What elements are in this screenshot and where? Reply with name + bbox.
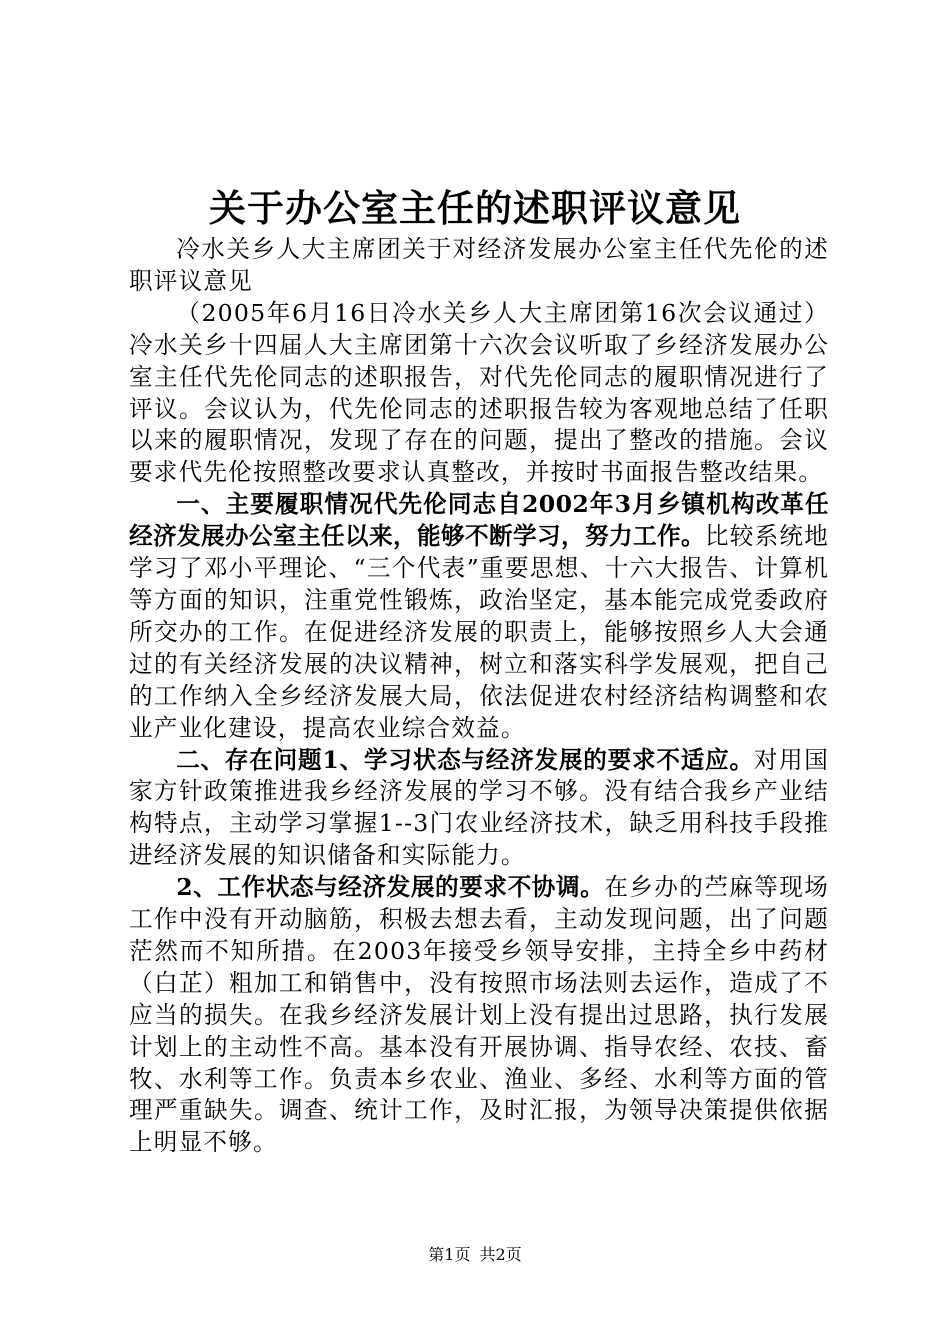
section-heading: 2、工作状态与经济发展的要求不协调。 (176, 873, 605, 902)
paragraph-text: 比较系统地学习了邓小平理论、“三个代表”重要思想、十六大报告、计算机等方面的知识，注重党性锻炼，政治坚定，基本能完成党委政府所交办的工作。在促进经济发展的职责上，能够按照乡人大会通过的有关经济发展的决议精神，树立和落实科学发展观，把自己的工作纳入全乡经济发展大局，依法促进农村经济结构调整和农业产业化建设，提高农业综合效益。 (129, 522, 829, 742)
paragraph-section-two (129, 745, 829, 873)
page-number: 第1页 (428, 1245, 471, 1264)
section-heading: 二、存在问题1、学习状态与经济发展的要求不适应。 (176, 745, 754, 774)
paragraph-section-two-item-two (129, 872, 829, 1159)
paragraph-text: 在乡办的苎麻等现场工作中没有开动脑筋，积极去想去看，主动发现问题，出了问题茫然而不知所措。在2003年接受乡领导安排，主持全乡中药材（白芷）粗加工和销售中，没有按照市场法则去运作，造成了不应当的损失。在我乡经济发展计划上没有提出过思路，执行发展计划上的主动性不高。基本没有开展协调、指导农经、农技、畜牧、水利等工作。负责本乡农业、渔业、多经、水利等方面的管理严重缺失。调查、统计工作，及时汇报，为领导决策提供依据上明显不够。 (129, 873, 829, 1157)
document-body (129, 234, 829, 1159)
paragraph-section-one (129, 489, 829, 744)
paragraph-text: 对用国家方针政策推进我乡经济发展的学习不够。没有结合我乡产业结构特点，主动学习掌握1--3门农业经济技术，缺乏用科技手段推进经济发展的知识储备和实际能力。 (129, 745, 829, 870)
paragraph-text: 冷水关乡人大主席团关于对经济发展办公室主任代先伦的述职评议意见 (129, 235, 829, 295)
paragraph-resolution (129, 298, 829, 489)
page-footer (0, 1244, 950, 1266)
page-total: 共2页 (479, 1245, 522, 1264)
paragraph-text: （2005年6月16日冷水关乡人大主席团第16次会议通过）冷水关乡十四届人大主席团第十六次会议听取了乡经济发展办公室主任代先伦同志的述职报告，对代先伦同志的履职情况进行了评议。会议认为，代先伦同志的述职报告较为客观地总结了任职以来的履职情况，发现了存在的问题，提出了整改的措施。会议要求代先伦按照整改要求认真整改，并按时书面报告整改结果。 (129, 298, 829, 487)
section-heading: 一、主要履职情况代先伦同志自2002年3月乡镇机构改革任经济发展办公室主任以来，能够不断学习，努力工作。 (129, 490, 829, 551)
paragraph-intro (129, 234, 829, 298)
document-title: 关于办公室主任的述职评议意见 (209, 186, 741, 230)
